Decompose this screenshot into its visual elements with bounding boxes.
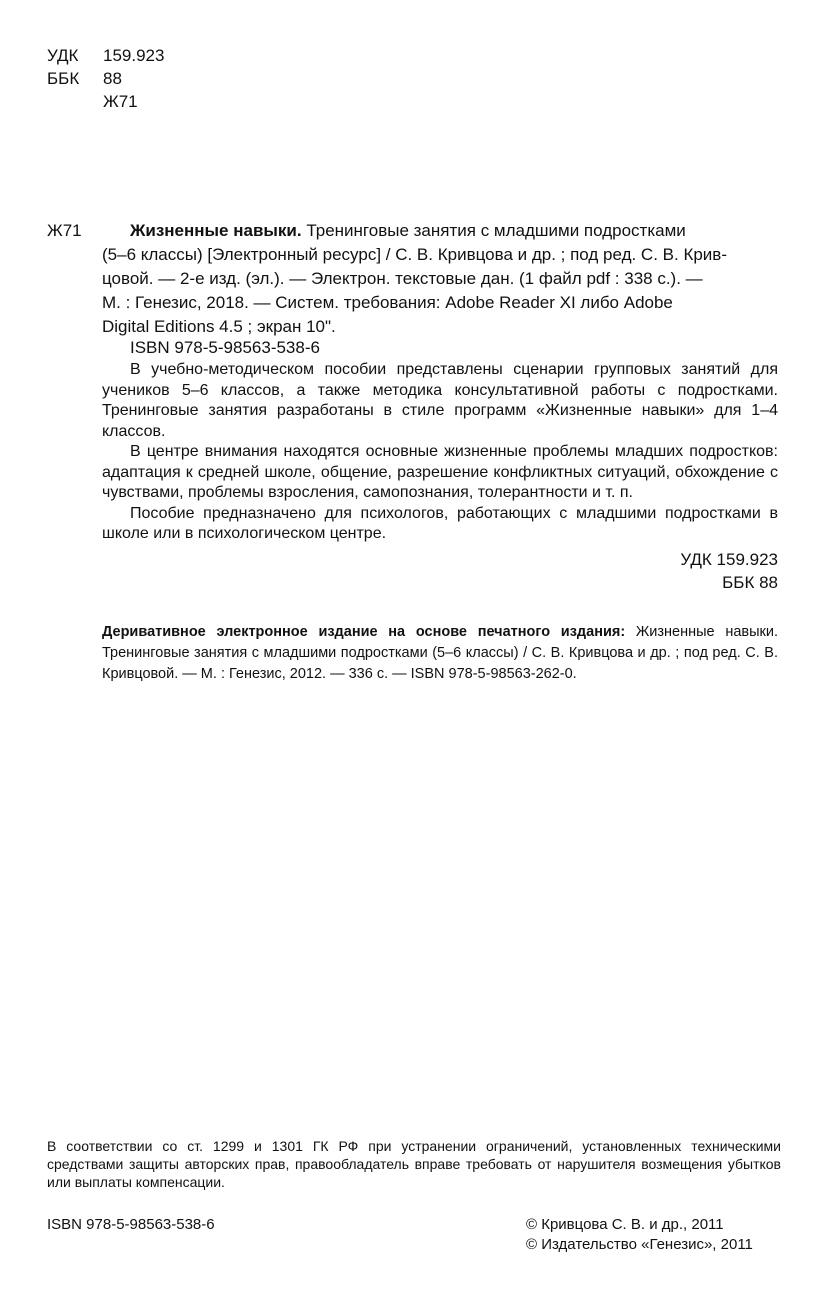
right-classification-codes <box>680 548 778 594</box>
bbk-right: ББК 88 <box>722 573 778 592</box>
footer-isbn: ISBN 978-5-98563-538-6 <box>47 1216 215 1233</box>
record-line-5: Digital Editions 4.5 ; экран 10". <box>102 317 336 336</box>
copyright-block <box>526 1215 753 1255</box>
classification-codes <box>47 44 164 113</box>
author-mark: Ж71 <box>103 92 138 111</box>
record-line-3: цовой. — 2-е изд. (эл.). — Электрон. текстовые дан. (1 файл pdf : 338 с.). — <box>102 269 703 288</box>
annotation <box>102 360 778 545</box>
derivative-label: Деривативное электронное издание на основе печатного издания: <box>102 624 626 640</box>
bbk-value: 88 <box>103 69 122 88</box>
annotation-paragraph-3: Пособие предназначено для психологов, работающих с младшими подростками в школе или в психологическом центре. <box>102 504 778 542</box>
udk-label: УДК <box>47 46 79 65</box>
legal-notice: В соответствии со ст. 1299 и 1301 ГК РФ при устранении ограничений, установленных техническими средствами защиты авторских прав, правообладатель вправе требовать от нарушителя возмещения убытков или выплаты компенсации. <box>47 1138 781 1190</box>
book-title: Жизненные навыки. <box>130 221 302 240</box>
record-line-1 <box>102 219 778 243</box>
record-line-2: (5–6 классы) [Электронный ресурс] / С. В. Кривцова и др. ; под ред. С. В. Крив- <box>102 245 727 264</box>
annotation-paragraph-2: В центре внимания находятся основные жизненные проблемы младших подростков: адаптация к средней школе, общение, разрешение конфликтных ситуаций, обхождение с чувствами, проблемы взросления, самопознания, толерантности и т. п. <box>102 443 778 501</box>
isbn-main: ISBN 978-5-98563-538-6 <box>130 338 320 357</box>
udk-right: УДК 159.923 <box>680 550 778 569</box>
author-mark-row <box>47 90 164 113</box>
bbk-row <box>47 67 164 90</box>
bibliographic-record <box>102 219 778 339</box>
copyright-publisher: © Издательство «Генезис», 2011 <box>526 1236 753 1253</box>
derivative-text: Жизненные навыки. Тренинговые занятия с младшими подростками (5–6 классы) / С. В. Кривцова и др. ; под ред. С. В. Кривцовой. — М. : Генезис, 2012. — 336 с. — ISBN 978-5-98563-262-0. <box>102 624 778 682</box>
record-line-1-rest: Тренинговые занятия с младшими подростками <box>301 221 686 240</box>
record-author-mark: Ж71 <box>47 221 82 240</box>
record-line-4: М. : Генезис, 2018. — Систем. требования: Adobe Reader XI либо Adobe <box>102 293 673 312</box>
bbk-label: ББК <box>47 69 80 88</box>
annotation-paragraph-1: В учебно-методическом пособии представлены сценарии групповых занятий для учеников 5–6 классов, а также методика консультативной работы с подростками. Тренинговые занятия разработаны в стиле программ «Жизненные навыки» для 1–4 классов. <box>102 361 778 440</box>
udk-value: 159.923 <box>103 46 165 65</box>
derivative-edition-note <box>102 622 778 685</box>
udk-row <box>47 44 164 67</box>
copyright-authors: © Кривцова С. В. и др., 2011 <box>526 1216 724 1233</box>
